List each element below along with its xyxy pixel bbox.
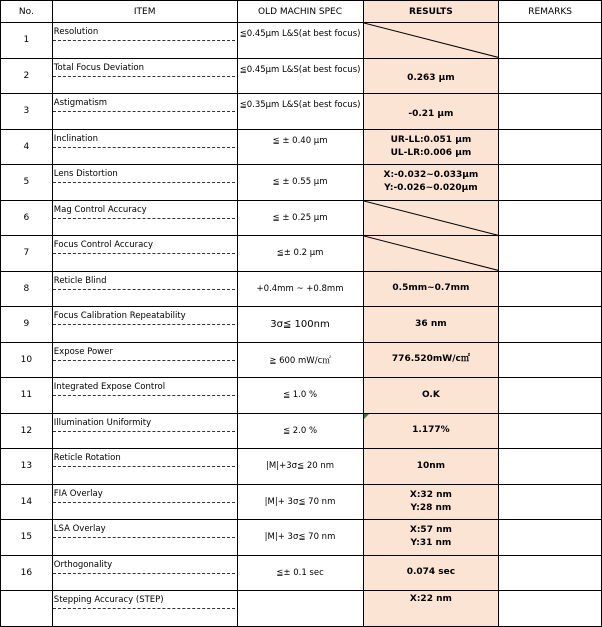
item-label: Reticle Blind (53, 272, 235, 290)
result-cell (363, 484, 499, 520)
diagonal-slash (364, 23, 499, 58)
row-number: 5 (1, 165, 53, 201)
diagonal-slash (364, 201, 499, 236)
spec-value: ≦ 2.0 % (237, 413, 363, 449)
table-row (1, 165, 602, 201)
result-value: 36 nm (415, 318, 447, 329)
spec-value: 3σ≦ 100nm (237, 307, 363, 343)
result-cell-empty (363, 236, 499, 272)
row-number: 9 (1, 307, 53, 343)
comment-marker-icon (364, 414, 369, 419)
row-number: 7 (1, 236, 53, 272)
header-item: ITEM (52, 1, 237, 23)
table-row (1, 413, 602, 449)
result-cell (363, 413, 499, 449)
remarks-cell (499, 307, 602, 343)
result-value: 776.520mW/c㎡ (391, 354, 470, 365)
result-cell (363, 591, 499, 627)
result-value-line-2: Y:28 nm (410, 502, 452, 513)
spec-value: ≦ ± 0.40 μm (237, 129, 363, 165)
remarks-cell (499, 555, 602, 591)
item-label: LSA Overlay (53, 520, 235, 538)
result-cell (363, 165, 499, 201)
item-label: Integrated Expose Control (53, 378, 235, 396)
row-number: 12 (1, 413, 53, 449)
remarks-cell (499, 591, 602, 627)
result-cell (363, 94, 499, 130)
spec-value: |M|+3σ≦ 20 nm (237, 449, 363, 485)
result-cell (363, 58, 499, 94)
row-number: 2 (1, 58, 53, 94)
item-label: Resolution (53, 23, 235, 41)
table-row (1, 591, 602, 627)
spec-value: ≦ 1.0 % (237, 378, 363, 414)
remarks-cell (499, 23, 602, 59)
table-row (1, 520, 602, 556)
remarks-cell (499, 129, 602, 165)
row-number: 15 (1, 520, 53, 556)
result-value: 10nm (416, 460, 446, 471)
item-label: Lens Distortion (53, 165, 235, 183)
spec-value: ≦0.45μm L&S(at best focus) (237, 58, 363, 94)
remarks-cell (499, 271, 602, 307)
table-row (1, 200, 602, 236)
item-label: Illumination Uniformity (53, 414, 235, 432)
remarks-cell (499, 94, 602, 130)
table-row (1, 378, 602, 414)
item-label: Focus Control Accuracy (53, 236, 235, 254)
item-label: Orthogonality (53, 556, 235, 574)
header-remarks: REMARKS (499, 1, 602, 23)
spec-value: |M|+ 3σ≦ 70 nm (237, 484, 363, 520)
table-row (1, 555, 602, 591)
table-row (1, 307, 602, 343)
row-number: 10 (1, 342, 53, 378)
result-value: 1.177% (412, 425, 450, 436)
table-row (1, 94, 602, 130)
header-no: No. (1, 1, 53, 23)
item-label: Expose Power (53, 343, 235, 361)
row-number: 16 (1, 555, 53, 591)
result-value: O.K (421, 389, 440, 400)
result-cell (363, 378, 499, 414)
result-value: -0.21 μm (408, 108, 454, 119)
row-number: 1 (1, 23, 53, 59)
table-row (1, 58, 602, 94)
spec-value: ≧ 600 mW/c㎡ (237, 342, 363, 378)
table-row (1, 449, 602, 485)
item-label: Reticle Rotation (53, 449, 235, 467)
remarks-cell (499, 520, 602, 556)
result-cell-empty (363, 200, 499, 236)
result-cell (363, 307, 499, 343)
remarks-cell (499, 342, 602, 378)
remarks-cell (499, 236, 602, 272)
row-number: 13 (1, 449, 53, 485)
table-row (1, 23, 602, 59)
remarks-cell (499, 200, 602, 236)
remarks-cell (499, 378, 602, 414)
item-label: Stepping Accuracy (STEP) (53, 591, 235, 609)
result-value: 0.5mm~0.7mm (392, 283, 470, 294)
item-label: Focus Calibration Repeatability (53, 307, 235, 325)
result-cell (363, 342, 499, 378)
table-row (1, 129, 602, 165)
result-value-line-1: X:57 nm (409, 525, 452, 536)
result-value-line-1: X:32 nm (409, 489, 452, 500)
spec-value: +0.4mm ~ +0.8mm (237, 271, 363, 307)
row-number: 3 (1, 94, 53, 130)
row-number: 14 (1, 484, 53, 520)
result-value-line-2: UL-LR:0.006 μm (390, 147, 472, 158)
spec-value: ≦ ± 0.25 μm (237, 200, 363, 236)
spec-value: ≦0.35μm L&S(at best focus) (237, 94, 363, 130)
result-cell (363, 520, 499, 556)
spec-value (237, 591, 363, 627)
row-number (1, 591, 53, 627)
remarks-cell (499, 484, 602, 520)
header-row (1, 1, 602, 23)
remarks-cell (499, 58, 602, 94)
result-value: X:22 nm (409, 594, 452, 604)
spec-value: ≦± 0.2 μm (237, 236, 363, 272)
table-row (1, 342, 602, 378)
result-value-line-1: UR-LL:0.051 μm (390, 134, 472, 145)
spec-value: ≦0.45μm L&S(at best focus) (237, 23, 363, 59)
spec-value: ≦± 0.1 sec (237, 555, 363, 591)
header-results: RESULTS (363, 1, 499, 23)
remarks-cell (499, 449, 602, 485)
result-value: 0.074 sec (406, 567, 456, 578)
result-cell (363, 449, 499, 485)
item-label: Inclination (53, 130, 235, 148)
table-row (1, 236, 602, 272)
header-spec: OLD MACHIN SPEC (237, 1, 363, 23)
result-cell (363, 555, 499, 591)
remarks-cell (499, 165, 602, 201)
item-label: Astigmatism (53, 94, 235, 112)
row-number: 6 (1, 200, 53, 236)
row-number: 8 (1, 271, 53, 307)
spec-value: |M|+ 3σ≦ 70 nm (237, 520, 363, 556)
result-cell-empty (363, 23, 499, 59)
remarks-cell (499, 413, 602, 449)
spec-value: ≦ ± 0.55 μm (237, 165, 363, 201)
table-row (1, 484, 602, 520)
item-label: FIA Overlay (53, 485, 235, 503)
result-value-line-2: Y:31 nm (410, 538, 452, 549)
diagonal-slash (364, 236, 499, 271)
result-value-line-1: X:-0.032~0.033μm (383, 170, 479, 181)
result-cell (363, 129, 499, 165)
result-cell (363, 271, 499, 307)
row-number: 4 (1, 129, 53, 165)
result-value-line-2: Y:-0.026~0.020μm (384, 183, 478, 194)
item-label: Total Focus Deviation (53, 59, 235, 77)
item-label: Mag Control Accuracy (53, 201, 235, 219)
table-row (1, 271, 602, 307)
result-value: 0.263 μm (407, 73, 455, 84)
row-number: 11 (1, 378, 53, 414)
